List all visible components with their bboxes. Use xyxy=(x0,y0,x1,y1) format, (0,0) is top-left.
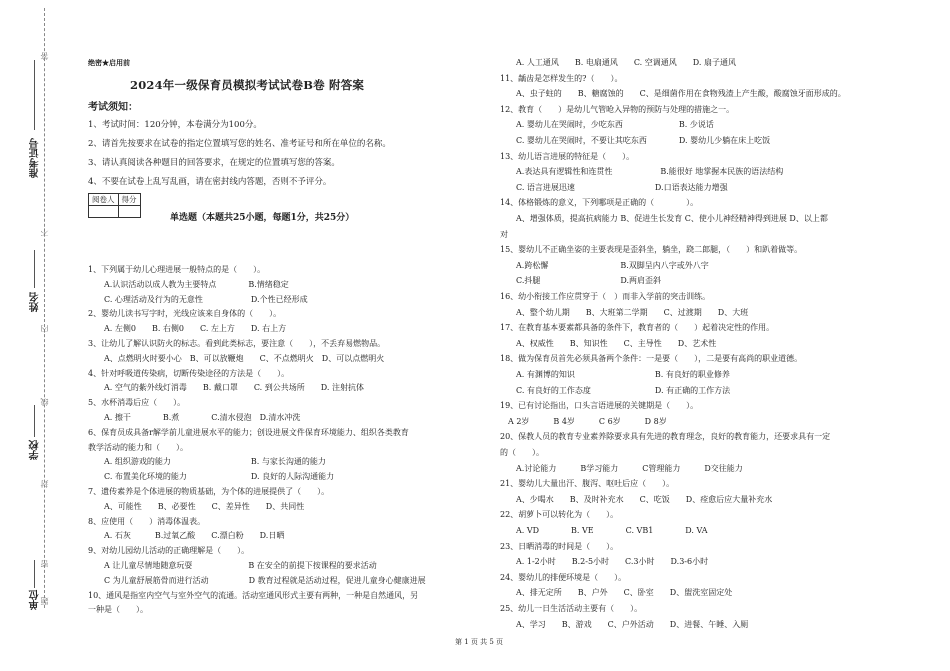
question-line: C. 心理活动及行为的无意性 D.个性已经形成 xyxy=(88,294,308,304)
page-footer: 第 1 页 共 5 页 xyxy=(455,638,504,646)
question-line: 10、通风是指室内空气与室外空气的流通。活动室通风形式主要有两种，一种是自然通风，另 xyxy=(88,590,419,600)
question-line: A. VD B. VE C. VB1 D. VA xyxy=(500,526,708,535)
question-line: 20、保教人员的教育专业素养除要求具有先进的教育理念，良好的教育能力，还要求具有一定 xyxy=(500,432,831,442)
question-line: C. 婴幼儿在哭闹时，不要让其吃东西 D. 婴幼儿少躺在床上吃饭 xyxy=(500,136,771,145)
question-line: 18、做为保育员首先必须具备两个条件：一是要（ ），二是要有高尚的职业道德。 xyxy=(500,354,803,364)
question-line: A. 左侧0 B. 右侧0 C. 左上方 D. 右上方 xyxy=(88,324,287,334)
secret-mark: 绝密★启用前 xyxy=(88,58,130,67)
question-line: A. 人工通风 B. 电扇通风 C. 空调通风 D. 扇子通风 xyxy=(500,58,736,67)
seal-dashed-line xyxy=(44,8,45,608)
question-line: C. 语言进展迅速 D.口语表达能力增强 xyxy=(500,182,728,192)
question-line: A. 1-2小时 B.2-5小时 C.3小时 D.3-6小时 xyxy=(500,557,709,567)
question-line: A. 空气的紫外线灯消毒 B. 戴口罩 C. 到公共场所 D. 注射抗体 xyxy=(88,383,364,393)
question-line: A.认识活动以成人教为主要特点 B.情绪稳定 xyxy=(88,279,289,289)
binding-strip xyxy=(0,0,80,671)
question-line: 17、在教育基本要素都具备的条件下，教育者的（ ）起着决定性的作用。 xyxy=(500,323,775,333)
reviewer-blank xyxy=(89,206,119,218)
question-line: 9、对幼儿园幼儿活动的正确理解是（ ）。 xyxy=(88,546,250,556)
exam-number-line xyxy=(34,60,35,130)
question-line: A.表达具有逻辑性和连贯性 B.能很好 地掌握本民族的语法结构 xyxy=(500,167,784,177)
question-line: 1、下列属于幼儿心理进展一般特点的是（ ）。 xyxy=(88,265,266,274)
question-line: 6、保育员成具备r解学前儿童进展水平的能力；创设进展文件保育环境能力、组织各类教育 xyxy=(88,427,409,437)
question-line: A、权威性 B、知识性 C、主导性 D、艺术性 xyxy=(500,338,717,348)
question-line: 4、针对呼吸道传染病，切断传染途径的方法是（ ）。 xyxy=(88,368,290,378)
question-line: 19、已有讨论指出，口头言语进展的关键期是（ ）。 xyxy=(500,401,699,411)
question-line: 教学活动的能力和（ ）。 xyxy=(88,442,188,452)
question-line: C. 布置美化环境的能力 D. 良好的人际沟通能力 xyxy=(88,472,335,482)
question-line: A. 婴幼儿在哭闹时，少吃东西 B. 少说话 xyxy=(500,120,714,130)
seal-char-2: 内 xyxy=(40,325,49,333)
exam-title: 2024年一级保育员模拟考试试卷B卷 附答案 xyxy=(130,78,365,92)
question-line: 22、胡萝卜可以转化为（ ）。 xyxy=(500,510,619,520)
question-line: C.抖腿 D.两肩歪斜 xyxy=(500,276,662,286)
notice-item: 1、考试时间：120分钟，本卷满分为100分。 xyxy=(88,120,262,130)
question-line: A.跨松懈 B.双脚呈内八字或外八字 xyxy=(500,260,709,270)
question-line: A. 组织游戏的能力 B. 与家长沟通的能力 xyxy=(88,457,326,467)
question-line: 3、让幼儿了解认识防火的标志。看到此类标志，要注意（ ），不丢弃易燃物品。 xyxy=(88,339,386,348)
question-line: 的（ ）。 xyxy=(500,448,544,457)
notice-item: 2、请首先按要求在试卷的指定位置填写您的姓名、准考证号和所在单位的名称。 xyxy=(88,139,391,149)
question-line: A. 石灰 B.过氧乙酸 C.漂白粉 D.日晒 xyxy=(88,531,285,541)
question-line: A. 有渊博的知识 B. 有良好的职业修养 xyxy=(500,370,730,379)
question-line: A、增强体质，提高抗病能力 B、促进生长发育 C、使小儿神经精神得到进展 D、以上都 xyxy=(500,214,828,223)
question-line: 24、婴幼儿的排便环境是（ ）。 xyxy=(500,572,627,582)
question-line: 14、体格锻炼的意义，下列哪项是正确的（ ）。 xyxy=(500,198,699,208)
question-line: C 为儿童舒展筋骨而进行活动 D 教育过程就是活动过程，促进儿童身心健康进展 xyxy=(88,575,426,585)
question-line: A、虫子蛀的 B、糖腐蚀的 C、是细菌作用在食物残渣上产生酸，酸腐蚀牙面形成的。 xyxy=(500,89,846,99)
unit-label: 单位 xyxy=(30,590,41,610)
question-line: 23、日晒消毒的时间是（ ）。 xyxy=(500,541,619,551)
seal-char-top: 答 xyxy=(40,52,49,60)
question-line: 8、应使用（ ）消毒体温表。 xyxy=(88,516,206,526)
question-line: A、学习 B、游戏 C、户外活动 D、进餐、午睡、入厕 xyxy=(500,619,749,629)
question-line: C. 有良好的工作态度 D. 有正确的工作方法 xyxy=(500,385,731,395)
question-line: 16、幼小衔接工作应贯穿于（ ）而非入学前的突击训练。 xyxy=(500,292,711,301)
seal-char-5: 密 xyxy=(40,560,49,568)
question-line: 7、遗传素养是个体进展的物质基础，为个体的进展提供了（ ）。 xyxy=(88,487,330,496)
question-line: A、排无定所 B、户外 C、卧室 D、盥洗室固定处 xyxy=(500,588,733,598)
question-line: 一种是（ ）。 xyxy=(88,605,148,615)
seal-char-3: 线 xyxy=(40,398,49,406)
name-line xyxy=(34,250,35,288)
notice-item: 3、请认真阅读各种题目的回答要求，在规定的位置填写您的答案。 xyxy=(88,158,340,168)
unit-line xyxy=(34,560,35,588)
question-line: 12、教育（ ）是幼儿气管呛入异物的预防与处理的措施之一。 xyxy=(500,104,735,114)
question-line: A 让儿童尽情地随意玩耍 B 在安全的前提下按课程的要求活动 xyxy=(88,561,377,570)
score-cell: 得分 xyxy=(118,194,140,206)
question-line: 13、幼儿语言进展的特征是（ ）。 xyxy=(500,151,635,161)
score-blank xyxy=(118,206,140,218)
question-line: 25、幼儿一日生活活动主要有（ ）。 xyxy=(500,604,643,613)
seal-char-4: 封 xyxy=(40,480,49,488)
reviewer-cell: 阅卷人 xyxy=(89,194,119,206)
question-line: A、整个幼儿期 B、大班第二学期 C、过渡期 D、大班 xyxy=(500,307,749,317)
question-line: A、少喝水 B、及时补充水 C、吃饭 D、痊愈后应大量补充水 xyxy=(500,494,773,504)
notice-heading: 考试须知： xyxy=(88,102,138,113)
question-line: 21、婴幼儿大量出汗、腹泻、呕吐后应（ ）。 xyxy=(500,479,675,489)
question-line: 15、婴幼儿不正确坐姿的主要表现是歪斜坐，躺坐，跷二郎腿，（ ）和趴着做等。 xyxy=(500,245,803,255)
name-label: 姓名 xyxy=(30,292,41,312)
question-line: 2、婴幼儿读书写字时，光线应该来自身体的（ ）。 xyxy=(88,309,282,319)
question-line: 5、水杯消毒后应（ ）。 xyxy=(88,398,186,408)
section-title: 单选题（本题共25小题，每题1分，共25分） xyxy=(170,213,355,223)
school-label: 学校 xyxy=(30,440,41,460)
question-line: 11、龋齿是怎样发生的?（ ）。 xyxy=(500,73,623,83)
question-line: A.讨论能力 B学习能力 C管理能力 D交往能力 xyxy=(500,463,743,473)
score-table xyxy=(88,193,141,218)
question-line: A、点燃明火时要小心 B、可以放鞭炮 C、不点燃明火 D、可以点燃明火 xyxy=(88,353,385,363)
seal-char-6: 题 xyxy=(40,597,49,605)
question-line: A. 擦干 B.煮 C.清水侵泡 D.清水冲洗 xyxy=(88,413,301,422)
notice-item: 4、不要在试卷上乱写乱画，请在密封线内答题，否则不予评分。 xyxy=(88,177,332,187)
question-line: A、可能性 B、必要性 C、差异性 D、共同性 xyxy=(88,501,305,511)
seal-char-1: 不 xyxy=(40,228,49,236)
exam-number-label: 准考证号 xyxy=(30,138,41,178)
question-line: 对 xyxy=(500,229,508,239)
question-line: A 2岁 B 4岁 C 6岁 D 8岁 xyxy=(500,416,667,426)
school-line xyxy=(34,405,35,437)
